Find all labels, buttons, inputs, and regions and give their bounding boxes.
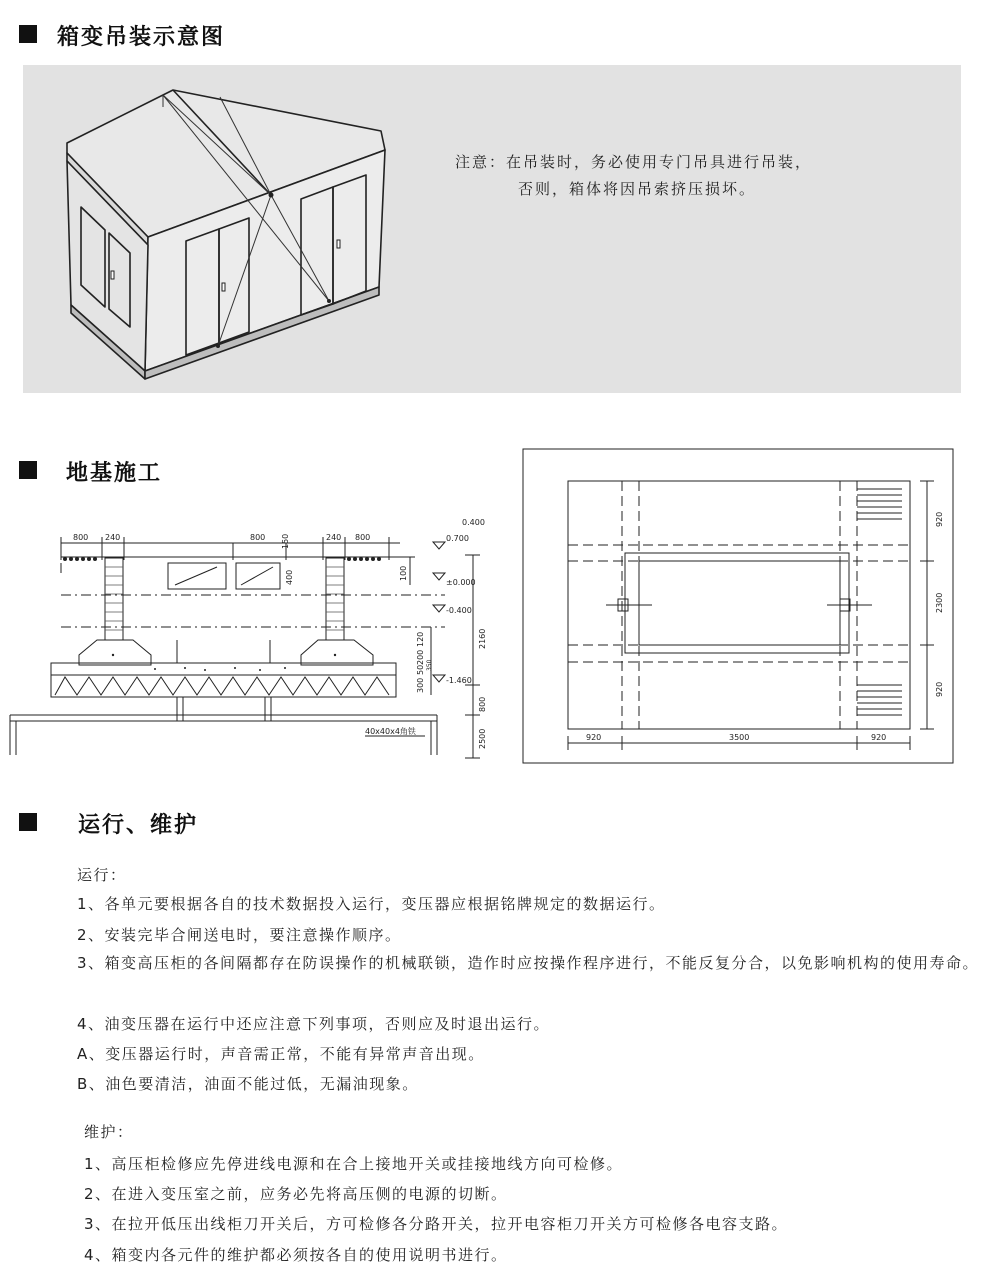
dim-label: 920: [935, 681, 944, 697]
dim-label: 200: [416, 649, 425, 665]
operation-item: 1、各单元要根据各自的技术数据投入运行，变压器应根据铭牌规定的数据运行。: [77, 895, 666, 913]
dim-label: 120: [416, 631, 425, 647]
dim-label: 800: [478, 696, 487, 712]
operation-item: B、油色要清洁，油面不能过低，无漏油现象。: [77, 1075, 419, 1093]
angle-iron-note: 40x40x4角铁: [365, 727, 416, 736]
substation-box-drawing: [23, 65, 423, 393]
dim-label: 920: [935, 511, 944, 527]
maintenance-item: 1、高压柜检修应先停进线电源和在合上接地开关或挂接地线方向可检修。: [84, 1155, 624, 1173]
level-label: 0.700: [446, 534, 469, 543]
section-marker: [19, 813, 37, 831]
maintenance-item: 2、在进入变压室之前，应务必先将高压侧的电源的切断。: [84, 1185, 508, 1203]
level-label: -1.460: [446, 676, 472, 685]
lifting-diagram-panel: [23, 65, 961, 393]
operation-item: 4、油变压器在运行中还应注意下列事项，否则应及时退出运行。: [77, 1015, 551, 1033]
dim-label: 2300: [935, 592, 944, 613]
dim-label: 920: [871, 733, 887, 742]
section-title-foundation: 地基施工: [66, 461, 163, 486]
operation-item: A、变压器运行时，声音需正常，不能有异常声音出现。: [77, 1045, 485, 1063]
operation-item: 2、安装完毕合闸送电时，要注意操作顺序。: [77, 926, 402, 944]
level-label: ±0.000: [446, 578, 476, 587]
dim-label: 920: [586, 733, 602, 742]
dim-label: 800: [355, 533, 371, 542]
dim-label: 240: [326, 533, 342, 542]
operation-item: 3、箱变高压柜的各间隔都存在防误操作的机械联锁，造作时应按操作程序进行，不能反复分合，以免影响机构的使用寿命。: [77, 954, 980, 972]
dim-label: 150: [281, 533, 290, 549]
lifting-notice-line1: 注意：在吊装时，务必使用专门吊具进行吊装，: [455, 153, 813, 171]
maintenance-item: 3、在拉开低压出线柜刀开关后，方可检修各分路开关，拉开电容柜刀开关方可检修各电容支路。: [84, 1215, 789, 1233]
section-title-operation-maintenance: 运行、维护: [78, 813, 199, 838]
dim-label: 3500: [729, 733, 750, 742]
dim-label: 50: [416, 664, 425, 675]
operation-heading: 运行：: [77, 866, 127, 884]
dim-label: 350: [426, 659, 433, 671]
dim-label: 240: [105, 533, 121, 542]
lifting-notice-line2: 否则，箱体将因吊索挤压损坏。: [518, 180, 757, 198]
dim-label: 800: [73, 533, 89, 542]
maintenance-item: 4、箱变内各元件的维护都必须按各自的使用说明书进行。: [84, 1246, 508, 1264]
level-label: -0.400: [446, 606, 472, 615]
dim-label: 400: [285, 569, 294, 585]
dim-label: 800: [250, 533, 266, 542]
section-marker: [19, 461, 37, 479]
foundation-section-drawing: [5, 515, 515, 775]
section-marker: [19, 25, 37, 43]
dim-label: 2500: [478, 728, 487, 749]
dim-label: 300: [416, 677, 425, 693]
level-label: 0.400: [462, 518, 485, 527]
section-title-lifting: 箱变吊装示意图: [57, 25, 226, 50]
dim-label: 2160: [478, 628, 487, 649]
maintenance-heading: 维护：: [84, 1123, 134, 1141]
dim-label: 100: [399, 565, 408, 581]
foundation-plan-drawing: [522, 445, 957, 765]
